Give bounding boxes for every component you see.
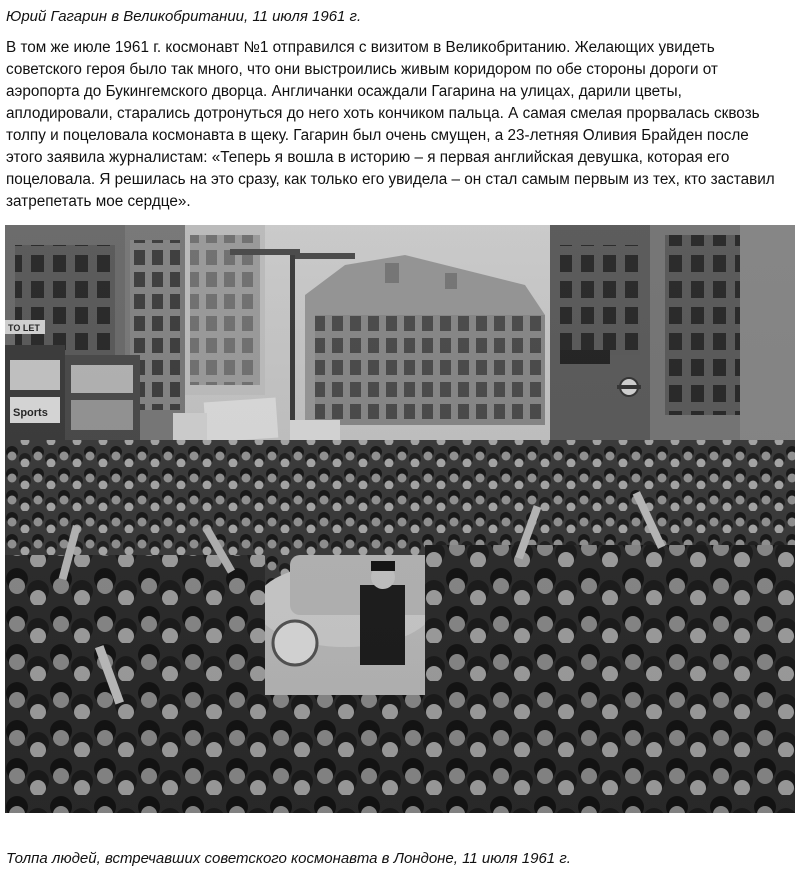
svg-text:Sports: Sports — [13, 407, 48, 419]
svg-text:TO LET: TO LET — [8, 323, 40, 333]
article-title: Юрий Гагарин в Великобритании, 11 июля 1961 г. — [6, 8, 362, 25]
photo-caption: Толпа людей, встречавших советского космонавта в Лондоне, 11 июля 1961 г. — [6, 850, 571, 867]
article-body: В том же июле 1961 г. космонавт №1 отправился с визитом в Великобританию. Желающих увидеть советского героя было так много, что они выстроились живым коридором по обе стороны дороги от аэропорта до Букингемского дворца. Англичанки осаждали Гагарина на улицах, дарили цветы, аплодировали, старались дотронуться до него хоть кончиком пальца. А самая смелая прорвалась сквозь толпу и поцеловала космонавта в щеку. Гагарин был очень смущен, а 23-летняя Оливия Брайден после этого заявила журналистам: «Теперь я вошла в историю – я первая английская девушка, которая его поцеловала. Я решилась на это сразу, как только его увидела – он стал самым первым из тех, кто заставил затрепетать мое сердце». — [6, 39, 775, 210]
crowd-photo — [5, 225, 795, 813]
